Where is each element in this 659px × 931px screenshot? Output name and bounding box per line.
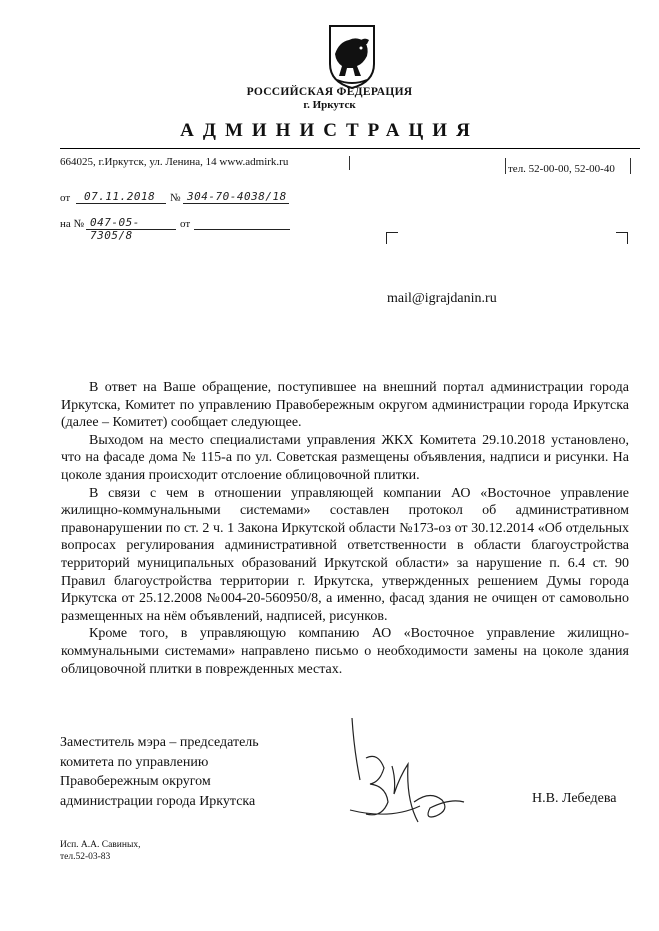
phone-line: тел. 52-00-00, 52-00-40 (508, 163, 615, 175)
number-field (183, 190, 289, 204)
signatory-name: Н.В. Лебедева (532, 791, 617, 806)
country-heading: РОССИЙСКАЯ ФЕДЕРАЦИЯ (246, 86, 413, 98)
recipient-email: mail@igrajdanin.ru (387, 291, 497, 306)
number-value: 304-70-4038/18 (187, 190, 287, 203)
body-paragraph: Выходом на место специалистами управления ЖКХ Комитета 29.10.2018 установлено, что на фасаде дома № 115-а по ул. Советская размещены объявления, надписи и рисунки. На цоколе здания происходит отслоение облицовочной плитки. (61, 432, 629, 483)
number-label: № (170, 192, 181, 204)
reply-from-label: от (180, 218, 191, 230)
reply-number-field (86, 216, 176, 242)
date-value: 07.11.2018 (84, 190, 156, 203)
letter-body (61, 379, 629, 678)
executor-info (60, 839, 140, 863)
divider-tick (349, 156, 350, 170)
city-heading: г. Иркутск (303, 99, 356, 111)
body-paragraph: В ответ на Ваше обращение, поступившее на внешний портал администрации города Иркутска, Комитет по управлению Правобережным округом администрации города Иркутска (далее – Комитет) сообщает следующее. (61, 380, 629, 431)
reply-number-value: 047-05-7305/8 (90, 216, 140, 242)
divider-tick (630, 158, 631, 174)
header-divider (60, 148, 640, 149)
body-paragraph: В связи с чем в отношении управляющей компании АО «Восточное управление жилищно-коммунальными системами» составлен протокол об административном правонарушении по ст. 2 ч. 1 Закона Иркутской области №173-оз от 30.12.2014 «Об отдельных вопросах регулирования административной ответственности в области благоустройства территорий муниципальных образований Иркутской области» за нарушение п. 6.4 ст. 90 Правил благоустройства территории г. Иркутска, утвержденных решением Думы города Иркутска от 25.12.2008 №004-20-560950/8, а именно, фасад здания не очищен от самовольно размещенных на нём объявлений, надписей, рисунков. (61, 485, 629, 624)
address-block-corner (616, 232, 628, 244)
signatory-title-line: администрации города Иркутска (60, 793, 256, 809)
from-label: от (60, 192, 71, 204)
date-field (76, 190, 166, 204)
city-emblem-icon (327, 24, 377, 90)
reply-date-field (194, 216, 290, 230)
address-line: 664025, г.Иркутск, ул. Ленина, 14 www.admirk.ru (60, 156, 289, 168)
handwritten-signature (330, 710, 510, 840)
body-paragraph: Кроме того, в управляющую компанию АО «Восточное управление жилищно-коммунальными системами» направлено письмо о необходимости замены на цоколе здания облицовочной плитки в поврежденных местах. (61, 626, 629, 677)
signatory-title-line: комитета по управлению (60, 754, 209, 770)
in-reply-label: на № (60, 218, 85, 230)
address-block-corner (386, 232, 398, 244)
signatory-title (60, 733, 259, 811)
page-title: АДМИНИСТРАЦИЯ (180, 120, 479, 141)
signatory-title-line: Правобережным округом (60, 774, 211, 789)
executor-name: Исп. А.А. Савиных, (60, 840, 141, 850)
divider-tick (505, 158, 506, 174)
signatory-title-line: Заместитель мэра – председатель (60, 735, 259, 750)
executor-phone: тел.52-03-83 (60, 852, 111, 862)
